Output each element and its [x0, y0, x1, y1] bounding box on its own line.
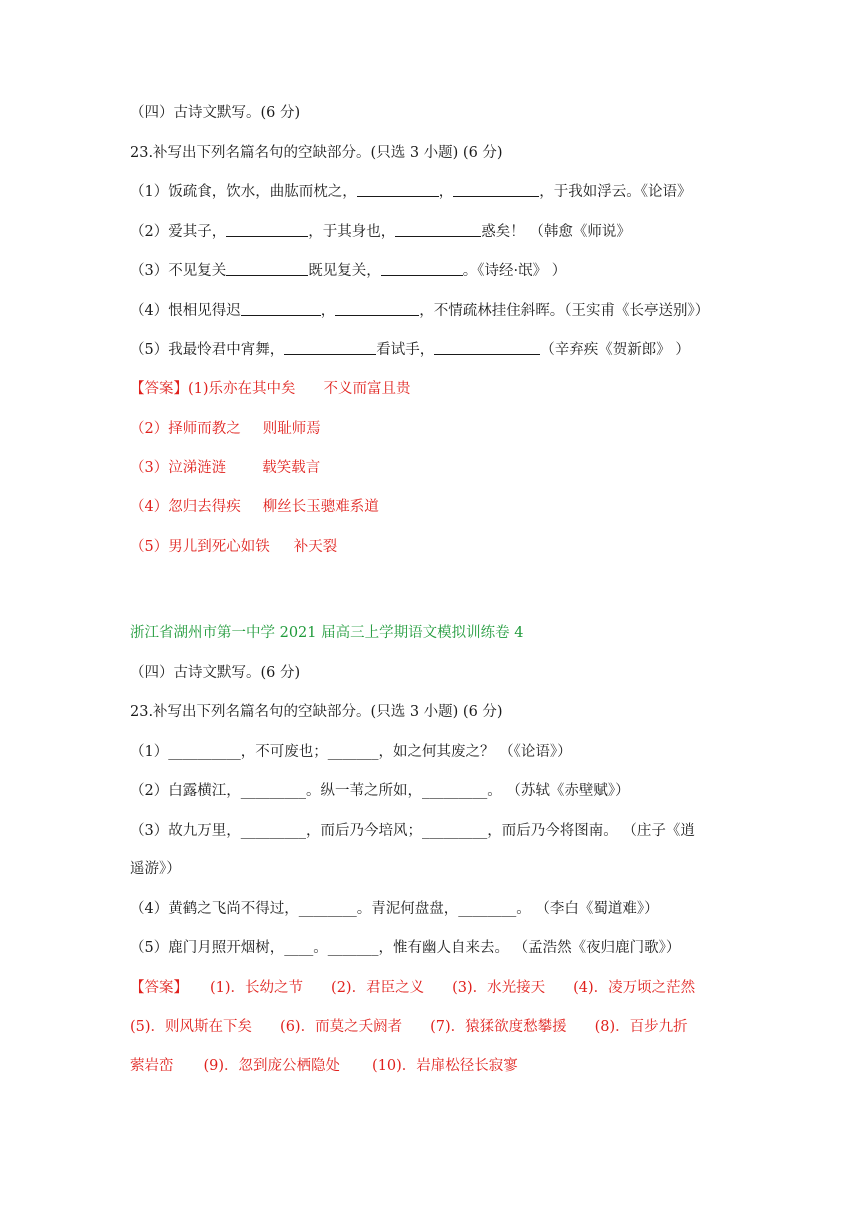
- blank-line: [284, 340, 376, 355]
- item-text: 惑矣！ （韩愈《师说》: [481, 224, 631, 240]
- answer-item: 萦岩峦: [130, 1058, 174, 1074]
- answer-item: (5)．则风斯在下矣: [130, 1019, 253, 1035]
- answer-item: (6)．而莫之夭阏者: [280, 1019, 403, 1035]
- fill-line: （5）鹿门月照开烟树，____。_______，惟有幽人自来去。 （孟浩然《夜归鹿门歌》）: [130, 940, 681, 956]
- answer-item: (2)．君臣之义: [331, 980, 425, 996]
- answer-item: (3)．水光接天: [452, 980, 546, 996]
- answer-line-1: [130, 379, 411, 399]
- item-text: 。《诗经·氓》 ）: [462, 263, 567, 279]
- fill-line: （4）黄鹤之飞尚不得过，________。青泥何盘盘，________。 （李白《蜀道难》）: [130, 901, 659, 917]
- blank-line: [241, 301, 321, 316]
- blank-line: [335, 301, 419, 316]
- fill-line: （1）__________，不可废也；_______，如之何其废之？ （《论语》）: [130, 744, 572, 760]
- blank-line: [453, 182, 539, 197]
- answer-item: (9)．忽到庞公栖隐处: [203, 1058, 341, 1074]
- answer-line-5: [130, 537, 337, 557]
- answer-number: （3）: [130, 460, 169, 476]
- fill-item-5: [130, 340, 690, 360]
- answer-number: （4）: [130, 499, 169, 515]
- answer-text: 补天裂: [293, 539, 338, 555]
- answer-item: (7)．猿猱欲度愁攀援: [430, 1019, 567, 1035]
- fill-item-1: [130, 182, 691, 202]
- answer-number: （5）: [130, 539, 169, 555]
- answer-text: 忽归去得疾: [168, 499, 241, 515]
- answer-number: (1): [188, 381, 209, 397]
- blank-line: [357, 182, 439, 197]
- item-text: ，于我如浮云。《论语》: [539, 184, 692, 200]
- item-text: （3）不见复关: [130, 263, 227, 279]
- answer-label: 【答案】: [130, 980, 188, 996]
- item-text: （4）恨相见得迟: [130, 303, 241, 319]
- answer-text: 乐亦在其中矣: [208, 381, 296, 397]
- item-text: ，于其身也，: [308, 224, 396, 240]
- answer-text: 男儿到死心如铁: [168, 539, 270, 555]
- fill-line: （2）白露横江，_________。纵一苇之所如，_________。 （苏轼《赤壁赋》）: [130, 783, 630, 799]
- answer-text: 不义而富且贵: [323, 381, 411, 397]
- blank-line: [226, 261, 308, 276]
- answer-line-b: [130, 1017, 688, 1037]
- fill-item-3: [130, 261, 566, 281]
- item-text: （2）爱其子，: [130, 224, 227, 240]
- item-text: （1）饭疏食，饮水，曲肱而枕之，: [130, 184, 357, 200]
- blank-line: [226, 222, 308, 237]
- answer-line-4: [130, 497, 379, 517]
- question-23: 23.补写出下列名篇名句的空缺部分。(只选 3 小题) (6 分): [130, 145, 503, 161]
- answer-line-3: [130, 458, 320, 478]
- fill-item-2: [130, 222, 631, 242]
- answer-label: 【答案】: [130, 381, 188, 397]
- item-text: （辛弃疾《贺新郎》 ）: [540, 342, 690, 358]
- answer-line-2: [130, 419, 321, 439]
- item-text: ，不情疏林挂住斜晖。（王实甫《长亭送别》）: [419, 303, 710, 319]
- section-heading: （四）古诗文默写。(6 分): [130, 665, 301, 681]
- answer-text: 则耻师焉: [262, 421, 321, 437]
- source-title: 浙江省湖州市第一中学 2021 届高三上学期语文模拟训练卷 4: [130, 625, 524, 641]
- answer-text: 择师而教之: [168, 421, 241, 437]
- answer-item: (4)．凌万顷之茫然: [573, 980, 696, 996]
- item-text: ，: [320, 303, 336, 319]
- item-text: 既见复关，: [308, 263, 381, 279]
- blank-line: [381, 261, 463, 276]
- section-heading: （四）古诗文默写。(6 分): [130, 105, 301, 121]
- answer-text: 泣涕涟涟: [168, 460, 227, 476]
- answer-item: (8)．百步九折: [594, 1019, 688, 1035]
- blank-line: [434, 340, 540, 355]
- question-23: 23.补写出下列名篇名句的空缺部分。(只选 3 小题) (6 分): [130, 704, 503, 720]
- answer-line-a: [130, 978, 695, 998]
- item-text: （5）我最怜君中宵舞，: [130, 342, 285, 358]
- answer-text: 载笑载言: [262, 460, 321, 476]
- item-text: ，: [438, 184, 454, 200]
- answer-number: （2）: [130, 421, 169, 437]
- answer-text: 柳丝长玉骢难系道: [262, 499, 379, 515]
- answer-item: (1)．长幼之节: [210, 980, 304, 996]
- fill-line: 遥游》）: [130, 861, 181, 877]
- item-text: 看试手，: [376, 342, 435, 358]
- blank-line: [395, 222, 481, 237]
- fill-line: （3）故九万里，_________，而后乃今培风；_________，而后乃今将图南。 （庄子《逍: [130, 823, 695, 839]
- answer-line-c: [130, 1056, 518, 1076]
- fill-item-4: [130, 301, 709, 321]
- answer-item: (10)．岩扉松径长寂寥: [372, 1058, 518, 1074]
